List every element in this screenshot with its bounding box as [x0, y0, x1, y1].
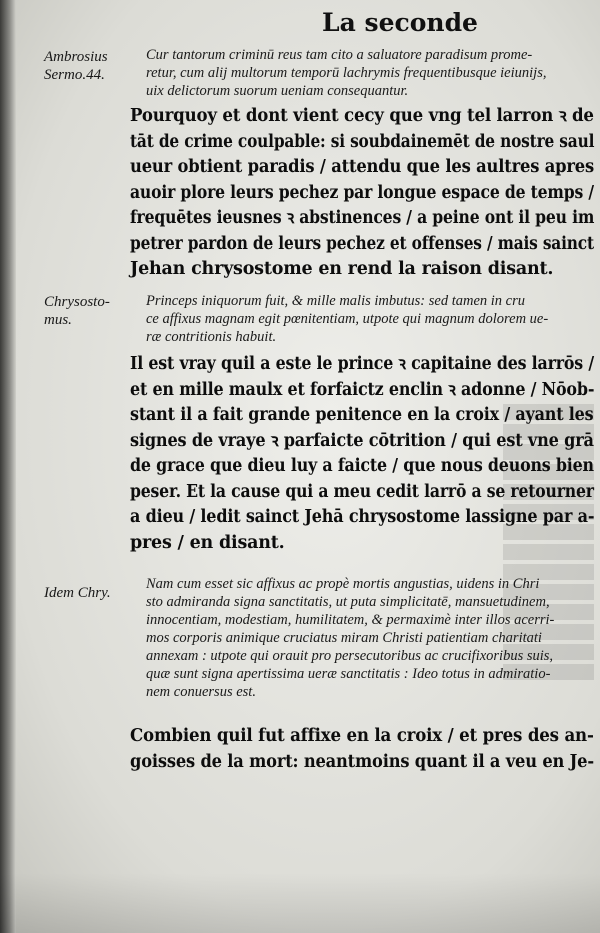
margin-note-line: Ambrosius — [44, 49, 108, 65]
text-line: et en mille maulx et forfaictz enclin ꝛ adonne / Nōob- — [130, 379, 595, 400]
margin-note-ambrosius — [44, 48, 139, 84]
french-passage-2 — [130, 352, 594, 556]
margin-note-line: mus. — [44, 312, 72, 328]
text-line: signes de vraye ꝛ parfaicte cōtrition / qui est vne grā — [130, 430, 594, 451]
page-shading — [0, 873, 600, 933]
text-line: peser. Et la cause qui a meu cedit larrō a se retourner — [130, 481, 594, 502]
text-line: uix delictorum suorum ueniam consequantur. — [146, 83, 409, 99]
french-passage-1 — [130, 104, 594, 283]
margin-note-line: Chrysosto- — [44, 294, 110, 310]
running-title: La seconde — [322, 8, 478, 37]
text-line: Cur tantorum criminū reus tam cito a saluatore paradisum prome- — [146, 47, 533, 63]
latin-passage-3 — [146, 575, 594, 701]
text-line: ueur obtient paradis / attendu que les aultres apres — [130, 157, 595, 177]
text-line: Nam cum esset sic affixus ac propè mortis angustias, uidens in Chri — [146, 576, 540, 592]
margin-note-line: Idem Chry. — [44, 585, 111, 601]
text-line: ræ contritionis habuit. — [146, 329, 277, 345]
text-line: de grace que dieu luy a faicte / que nous deuons bien — [130, 456, 594, 476]
text-line: pres / en disant. — [130, 532, 285, 553]
text-line: a dieu / ledit sainct Jehā chrysostome lassigne par a- — [130, 507, 595, 527]
text-line: tāt de crime coulpable: si soubdainemēt de nostre saul — [130, 131, 595, 152]
text-line: auoir plore leurs pechez par longue espace de temps / — [130, 182, 594, 203]
text-line: Jehan chrysostome en rend la raison disant. — [130, 259, 554, 279]
text-line: sto admiranda signa sanctitatis, ut puta simplicitatē, mansuetudinem, — [146, 594, 550, 610]
latin-passage-1 — [146, 46, 594, 100]
margin-note-line: Sermo.44. — [44, 67, 105, 83]
margin-note-idem-chry — [44, 584, 139, 602]
text-line: innocentiam, modestiam, humilitatem, & permaximè inter illos acerri- — [146, 612, 555, 628]
binding-gutter — [0, 0, 16, 933]
text-line: retur, cum alij multorum temporū lachrymis frequentibusque ieiunijs, — [146, 65, 547, 81]
text-line: Il est vray quil a este le prince ꝛ capitaine des larrōs / — [130, 354, 594, 374]
text-line: Pourquoy et dont vient cecy que vng tel larron ꝛ de — [130, 106, 594, 126]
text-line: ce affixus magnam egit pœnitentiam, utpote qui magnum dolorem ue- — [146, 311, 549, 327]
text-line: Combien quil fut affixe en la croix / et pres des an- — [130, 726, 594, 746]
text-line: frequētes ieusnes ꝛ abstinences / a peine ont il peu im — [130, 208, 595, 228]
margin-note-chrysostomus — [44, 293, 139, 329]
text-line: annexam : utpote qui orauit pro persecutoribus ac crucifixoribus suis, — [146, 648, 554, 664]
text-line: stant il a fait grande penitence en la croix / ayant les — [130, 405, 594, 425]
latin-passage-2 — [146, 292, 594, 346]
text-line: petrer pardon de leurs pechez et offenses / mais sainct — [130, 233, 594, 254]
text-line: quæ sunt signa apertissima ueræ sanctitatis : Ideo totus in admiratio- — [146, 666, 551, 682]
text-line: nem conuersus est. — [146, 684, 256, 700]
text-line: mos corporis animique cruciatus miram Christi patientiam charitati — [146, 630, 542, 646]
text-line: Princeps iniquorum fuit, & mille malis imbutus: sed tamen in cru — [146, 293, 525, 309]
text-line: goisses de la mort: neantmoins quant il a veu en Je- — [130, 751, 594, 772]
french-passage-3 — [130, 724, 594, 775]
